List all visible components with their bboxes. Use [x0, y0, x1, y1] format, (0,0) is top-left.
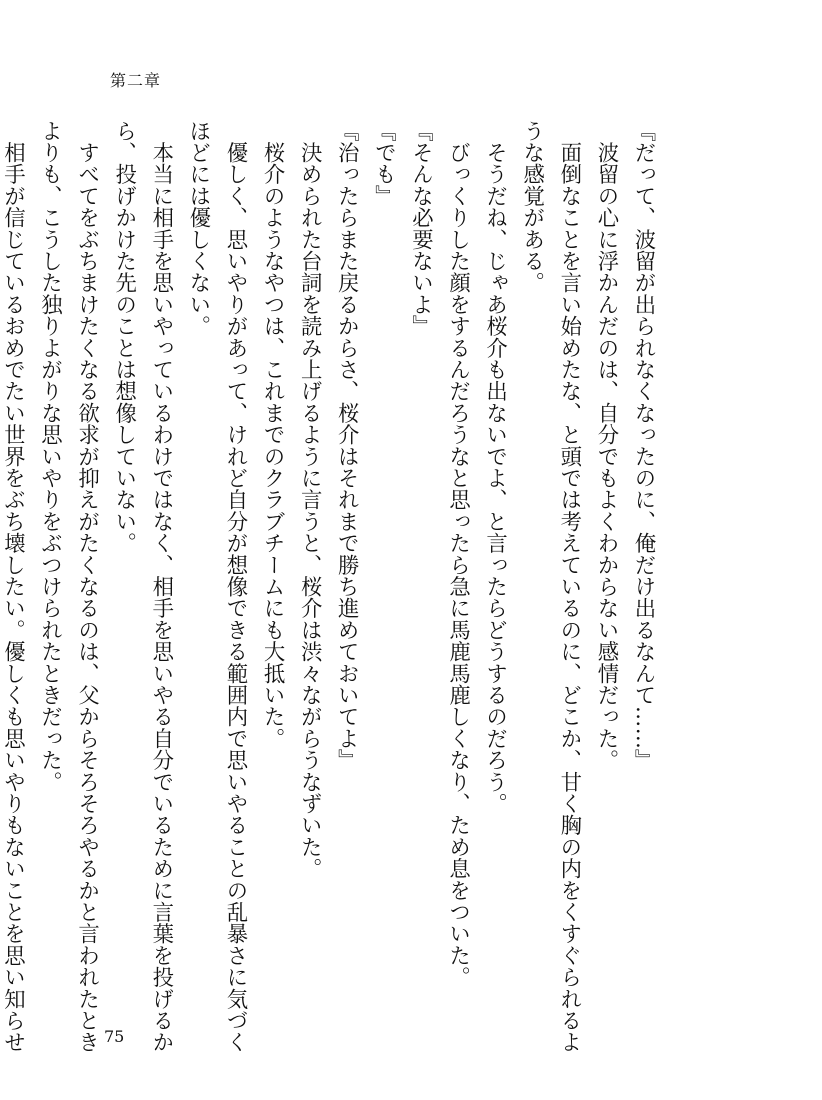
text-line: 面倒なことを言い始めたな、と頭では考えているのに、どこか、甘く胸の内をくすぐられるよ — [556, 120, 582, 1054]
text-line: 本当に相手を思いやっているわけではなく、相手を思いやる自分でいるために言葉を投げるか — [148, 120, 174, 1054]
text-line: びっくりした顔をするんだろうなと思ったら急に馬鹿馬鹿しくなり、ため息をついた。 — [445, 120, 471, 988]
text-line: 桜介のようなやつは、これまでのクラブチームにも大抵いた。 — [260, 120, 286, 750]
text-line: うな感覚がある。 — [519, 120, 545, 294]
text-line: 優しく、思いやりがあって、けれど自分が想像できる範囲内で思いやることの乱暴さに気づく — [222, 120, 248, 1054]
text-line: 『でも』 — [371, 120, 397, 207]
text-line: すべてをぶちまけたくなる欲求が抑えがたくなるのは、父からそろそろやるかと言われたとき — [74, 120, 100, 1054]
text-line: よりも、こうした独りよがりな思いやりをぶつけられたときだった。 — [37, 120, 63, 793]
text-line: ら、投げかけた先のことは想像していない。 — [111, 120, 137, 554]
text-line: 波留の心に浮かんだのは、自分でもよくわからない感情だった。 — [593, 120, 619, 771]
page-number: 75 — [104, 1027, 125, 1046]
text-line: ほどには優しくない。 — [185, 120, 211, 337]
text-line: 『そんな必要ないよ』 — [408, 120, 434, 337]
text-line: 決められた台詞を読み上げるように言うと、桜介は渋々ながらうなずいた。 — [297, 120, 323, 880]
text-line: 『治ったらまた戻るからさ、桜介はそれまで勝ち進めておいてよ』 — [334, 120, 360, 771]
chapter-header: 第二章 — [110, 71, 162, 90]
text-line: 相手が信じているおめでたい世界をぶち壊したい。優しくも思いやりもないことを思い知らせ — [0, 120, 26, 1054]
text-line: そうだね、じゃあ桜介も出ないでよ、と言ったらどうするのだろう。 — [482, 120, 508, 815]
text-line: 『だって、波留が出られなくなったのに、俺だけ出るなんて……』 — [631, 120, 656, 771]
